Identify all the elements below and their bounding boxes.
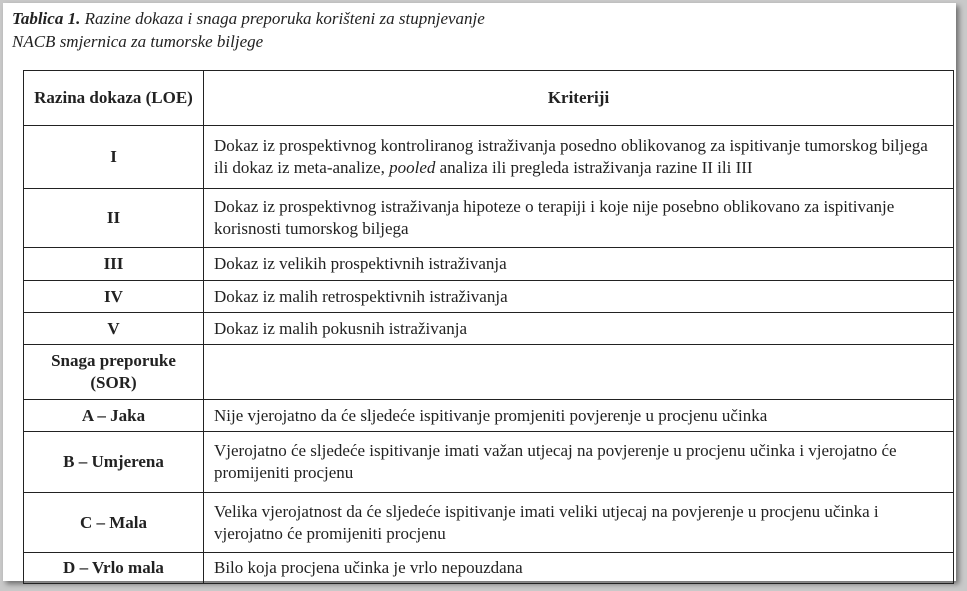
level-cell: I bbox=[24, 126, 204, 189]
criteria-cell: Dokaz iz malih retrospektivnih istraživanja bbox=[204, 281, 954, 313]
level-cell: V bbox=[24, 313, 204, 345]
criteria-cell: Vjerojatno će sljedeće ispitivanje imati važan utjecaj na povjerenje u procjenu učinka i vjerojatno će promijeniti procjenu bbox=[204, 432, 954, 493]
level-cell: B – Umjerena bbox=[24, 432, 204, 493]
criteria-cell: Dokaz iz prospektivnog istraživanja hipoteze o terapiji i koje nije posebno oblikovano za ispitivanje korisnosti tumorskog biljega bbox=[204, 189, 954, 248]
level-cell: IV bbox=[24, 281, 204, 313]
table-caption bbox=[12, 7, 492, 53]
level-cell: Snaga preporuke (SOR) bbox=[24, 345, 204, 400]
criteria-cell: Bilo koja procjena učinka je vrlo nepouzdana bbox=[204, 553, 954, 584]
criteria-cell: Velika vjerojatnost da će sljedeće ispitivanje imati veliki utjecaj na povjerenje u procjenu učinka i vjerojatno će promijeniti procjenu bbox=[204, 493, 954, 553]
criteria-cell bbox=[204, 126, 954, 189]
criteria-emphasis: pooled bbox=[389, 158, 436, 177]
evidence-table bbox=[23, 70, 954, 584]
table-row bbox=[24, 345, 954, 400]
level-cell: D – Vrlo mala bbox=[24, 553, 204, 584]
table-row bbox=[24, 313, 954, 345]
header-criteria: Kriteriji bbox=[204, 71, 954, 126]
document-page bbox=[3, 3, 956, 581]
table-row bbox=[24, 553, 954, 584]
level-cell: II bbox=[24, 189, 204, 248]
table-row bbox=[24, 432, 954, 493]
criteria-cell: Dokaz iz velikih prospektivnih istraživanja bbox=[204, 248, 954, 281]
criteria-cell bbox=[204, 345, 954, 400]
criteria-text: analiza ili pregleda istraživanja razine II ili III bbox=[435, 158, 753, 177]
criteria-text: Dokaz iz prospektivnog kontroliranog istraživanja posedno oblikovanog za ispitivanje tumorskog biljega ili dokaz iz meta-analize, bbox=[214, 136, 928, 177]
level-cell: A – Jaka bbox=[24, 400, 204, 432]
table-row bbox=[24, 189, 954, 248]
caption-text: Razine dokaza i snaga preporuka korišteni za stupnjevanje NACB smjernica za tumorske biljege bbox=[12, 9, 485, 51]
table-header-row bbox=[24, 71, 954, 126]
table-row bbox=[24, 126, 954, 189]
table-row bbox=[24, 248, 954, 281]
level-cell: C – Mala bbox=[24, 493, 204, 553]
header-level: Razina dokaza (LOE) bbox=[24, 71, 204, 126]
caption-label: Tablica 1. bbox=[12, 9, 81, 28]
criteria-cell: Dokaz iz malih pokusnih istraživanja bbox=[204, 313, 954, 345]
level-cell: III bbox=[24, 248, 204, 281]
table-row bbox=[24, 281, 954, 313]
table-row bbox=[24, 400, 954, 432]
criteria-cell: Nije vjerojatno da će sljedeće ispitivanje promjeniti povjerenje u procjenu učinka bbox=[204, 400, 954, 432]
table-row bbox=[24, 493, 954, 553]
